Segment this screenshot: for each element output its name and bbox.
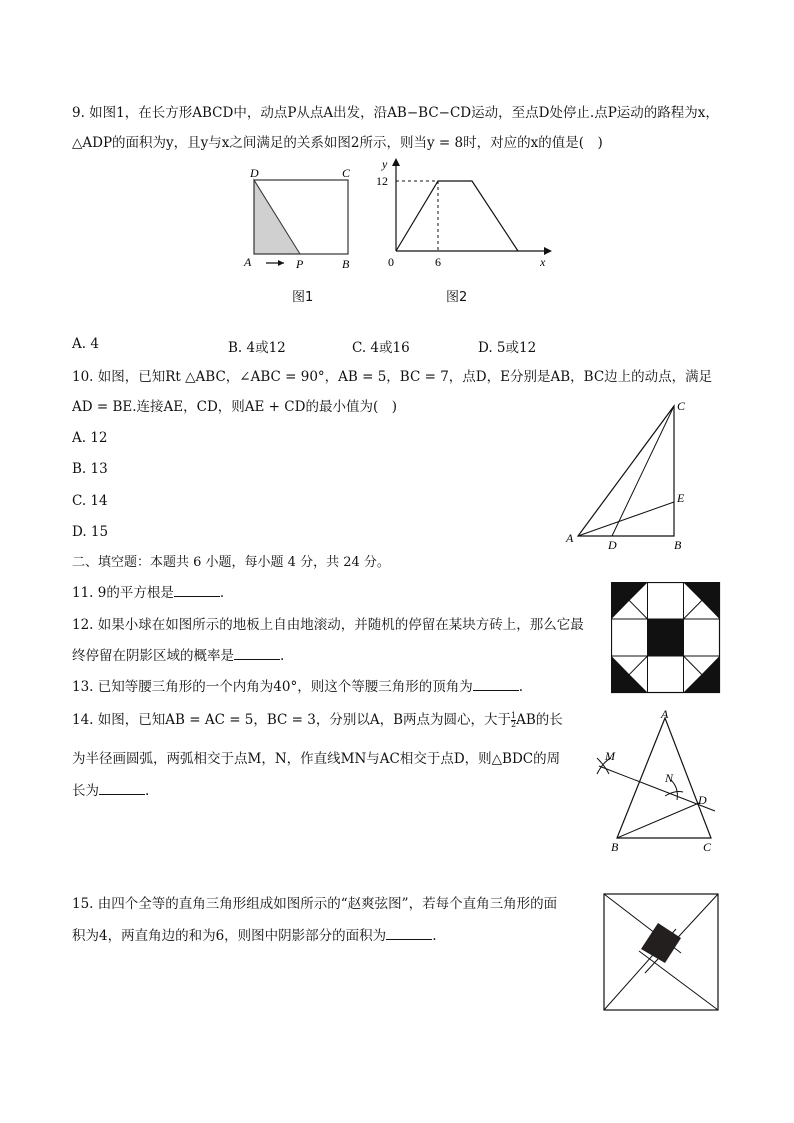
fig1-label-a: A — [244, 255, 252, 269]
q10-label-a: A — [566, 531, 574, 545]
fig2-tick-6: 6 — [435, 255, 441, 269]
q9-line1: 9. 如图1，在长方形ABCD中，动点P从点A出发，沿AB−BC−CD运动，至点D处停止.点P运动的路程为x， — [72, 105, 719, 121]
q13-text: 13. 已知等腰三角形的一个内角为40°，则这个等腰三角形的顶角为 . — [72, 679, 523, 695]
q11-answer-blank[interactable] — [174, 584, 220, 597]
q12-line2: 终停留在阴影区域的概率是 . — [72, 648, 285, 664]
q9-figure2 — [372, 156, 557, 276]
q9-figure1-caption: 图1 — [292, 290, 314, 305]
q9-line2: △ADP的面积为y，且y与x之间满足的关系如图2所示，则当y = 8时，对应的x的值是( ) — [72, 135, 603, 151]
q10-label-d: D — [608, 538, 617, 552]
fig1-label-d: D — [250, 166, 259, 180]
q14-label-d: D — [698, 793, 707, 807]
q14-answer-blank[interactable] — [99, 782, 145, 795]
q9-option-a[interactable]: A. 4 — [72, 336, 99, 352]
q12-line1: 12. 如果小球在如图所示的地板上自由地滚动，并随机的停留在某块方砖上，那么它最 — [72, 617, 584, 633]
q14-line2: 为半径画圆弧，两弧相交于点M，N，作直线MN与AC相交于点D，则△BDC的周 — [72, 751, 561, 767]
q14-label-a: A — [661, 708, 669, 721]
q9-figure1 — [238, 160, 368, 280]
fig1-label-c: C — [342, 166, 351, 180]
q11-text: 11. 9的平方根是 . — [72, 585, 225, 601]
q14-label-n: N — [665, 771, 674, 785]
fig2-x-axis-label: x — [540, 255, 546, 269]
section2-heading: 二、填空题：本题共 6 小题，每小题 4 分，共 24 分。 — [72, 555, 390, 570]
fig1-label-b: B — [342, 257, 350, 271]
q14-label-m: M — [605, 749, 615, 763]
q14-fraction: $\frac{1}{2}$ — [511, 711, 517, 729]
q10-option-a[interactable]: A. 12 — [72, 430, 108, 446]
q14-line3: 长为 . — [72, 783, 150, 799]
q10-label-b: B — [674, 538, 682, 552]
fig2-tick-12: 12 — [376, 174, 388, 188]
q15-answer-blank[interactable] — [386, 927, 432, 940]
q9-figure2-caption: 图2 — [446, 290, 468, 305]
fig1-label-p: P — [296, 257, 304, 271]
q15-line1: 15. 由四个全等的直角三角形组成如图所示的“赵爽弦图”，若每个直角三角形的面 — [72, 896, 558, 912]
fig2-y-axis-label: y — [382, 157, 388, 171]
q12-tile-figure — [611, 582, 721, 694]
q14-label-c: C — [703, 840, 712, 854]
q10-figure — [560, 394, 700, 554]
q10-option-d[interactable]: D. 15 — [72, 524, 109, 540]
q13-answer-blank[interactable] — [473, 678, 519, 691]
q10-option-b[interactable]: B. 13 — [72, 461, 108, 477]
q9-option-c[interactable]: C. 4或16 — [352, 340, 410, 356]
q14-label-b: B — [611, 840, 619, 854]
q9-option-b[interactable]: B. 4或12 — [228, 340, 286, 356]
q15-zhao-shuang-figure — [603, 893, 721, 1013]
fig2-origin-label: 0 — [388, 255, 394, 269]
q9-option-d[interactable]: D. 5或12 — [478, 340, 537, 356]
q15-line2: 积为4，两直角边的和为6，则图中阴影部分的面积为 . — [72, 928, 437, 944]
q10-option-c[interactable]: C. 14 — [72, 493, 108, 509]
q10-line2: AD = BE.连接AE，CD，则AE + CD的最小值为( ) — [72, 399, 397, 415]
q10-label-e: E — [677, 491, 685, 505]
q14-figure — [585, 708, 730, 858]
q14-line1: 14. 如图，已知AB = AC = 5，BC = 3，分别以A，B两点为圆心，大于 $\frac{1}{2}$ AB的长 — [72, 711, 563, 729]
q12-answer-blank[interactable] — [234, 647, 280, 660]
q10-label-c: C — [677, 399, 686, 413]
q10-line1: 10. 如图，已知Rt △ABC，∠ABC = 90°，AB = 5，BC = 7，点D，E分别是AB，BC边上的动点，满足 — [72, 369, 713, 385]
